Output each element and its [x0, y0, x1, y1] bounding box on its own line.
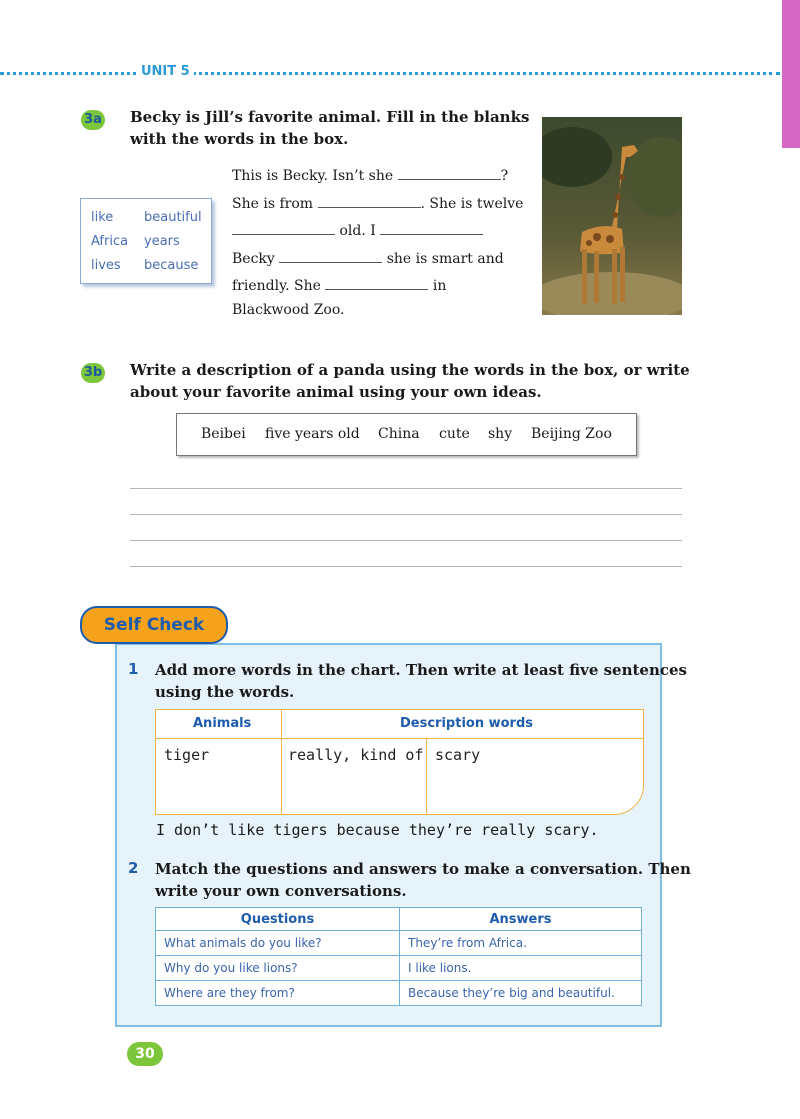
answer-blank[interactable]	[398, 165, 501, 180]
table-header: Answers	[400, 908, 642, 931]
passage-text: in	[432, 278, 447, 294]
writing-line[interactable]	[130, 488, 682, 489]
word-box-item: lives	[91, 258, 121, 273]
description-chart	[155, 709, 644, 815]
example-sentence: I don’t like tigers because they’re really scary.	[156, 821, 599, 839]
item1-instruction-line1: Add more words in the chart. Then write at least five sentences	[155, 661, 687, 679]
table-header-row	[156, 908, 642, 931]
passage-line	[232, 165, 508, 184]
chart-divider	[426, 738, 427, 814]
word-box-3a	[80, 198, 212, 284]
word-box-item: Beibei	[201, 426, 246, 442]
instruction-3b-line2: about your favorite animal using your own ideas.	[130, 383, 542, 401]
answer-cell[interactable]: Because they’re big and beautiful.	[400, 981, 642, 1006]
passage-text: ?	[500, 168, 509, 184]
side-tab	[782, 0, 800, 148]
word-box-item: cute	[439, 426, 470, 442]
answer-blank[interactable]	[380, 220, 483, 235]
badge-3b: 3b	[81, 363, 105, 383]
word-box-item: shy	[488, 426, 513, 442]
chart-cell[interactable]: really, kind of	[288, 746, 424, 764]
chart-cell[interactable]: tiger	[164, 746, 210, 764]
table-row	[156, 981, 642, 1006]
passage-text: This is Becky. Isn’t she	[232, 168, 394, 184]
answer-cell[interactable]: They’re from Africa.	[400, 931, 642, 956]
answer-blank[interactable]	[325, 275, 428, 290]
passage-line	[232, 275, 446, 294]
passage-text: Blackwood Zoo.	[232, 302, 345, 318]
self-check-title: Self Check	[80, 606, 228, 644]
writing-line[interactable]	[130, 540, 682, 541]
badge-3a: 3a	[81, 110, 105, 130]
word-box-item: beautiful	[144, 210, 202, 225]
passage-line	[232, 302, 344, 318]
writing-line[interactable]	[130, 566, 682, 567]
passage-text: friendly. She	[232, 278, 321, 294]
chart-header: Animals	[193, 716, 252, 731]
table-header: Questions	[156, 908, 400, 931]
unit-label: UNIT 5	[137, 64, 194, 79]
word-box-item: China	[378, 426, 420, 442]
word-box-item: Africa	[91, 234, 129, 249]
passage-line	[232, 248, 504, 267]
passage-text: old. I	[339, 223, 376, 239]
instruction-3a-line2: with the words in the box.	[130, 130, 349, 148]
word-box-item: five years old	[265, 426, 360, 442]
item2-instruction-line2: write your own conversations.	[155, 882, 407, 900]
item1-instruction-line2: using the words.	[155, 683, 295, 701]
item-number: 2	[128, 859, 139, 877]
giraffe-photo	[542, 117, 682, 315]
passage-text: . She is twelve	[420, 196, 524, 212]
word-box-item: because	[144, 258, 199, 273]
word-box-3b	[176, 413, 637, 456]
passage-text: she is smart and	[386, 251, 504, 267]
table-row	[156, 931, 642, 956]
match-table	[155, 907, 642, 1006]
question-cell[interactable]: What animals do you like?	[156, 931, 400, 956]
item-number: 1	[128, 660, 139, 678]
word-box-item: Beijing Zoo	[531, 426, 612, 442]
passage-line	[232, 220, 483, 239]
answer-cell[interactable]: I like lions.	[400, 956, 642, 981]
chart-cell[interactable]: scary	[435, 746, 481, 764]
passage-text: Becky	[232, 251, 275, 267]
word-box-item: years	[144, 234, 180, 249]
writing-line[interactable]	[130, 514, 682, 515]
answer-blank[interactable]	[232, 220, 335, 235]
table-row	[156, 956, 642, 981]
answer-blank[interactable]	[318, 193, 421, 208]
header-dotted-rule	[0, 72, 780, 75]
instruction-3b-line1: Write a description of a panda using the words in the box, or write	[130, 361, 690, 379]
chart-header: Description words	[400, 716, 534, 731]
instruction-3a-line1: Becky is Jill’s favorite animal. Fill in the blanks	[130, 108, 530, 126]
word-box-item: like	[91, 210, 114, 225]
chart-divider	[281, 710, 282, 814]
item2-instruction-line1: Match the questions and answers to make a conversation. Then	[155, 860, 691, 878]
chart-divider	[156, 738, 643, 739]
answer-blank[interactable]	[279, 248, 382, 263]
question-cell[interactable]: Why do you like lions?	[156, 956, 400, 981]
question-cell[interactable]: Where are they from?	[156, 981, 400, 1006]
passage-text: She is from	[232, 196, 314, 212]
passage-line	[232, 193, 523, 212]
page-number: 30	[127, 1042, 163, 1066]
